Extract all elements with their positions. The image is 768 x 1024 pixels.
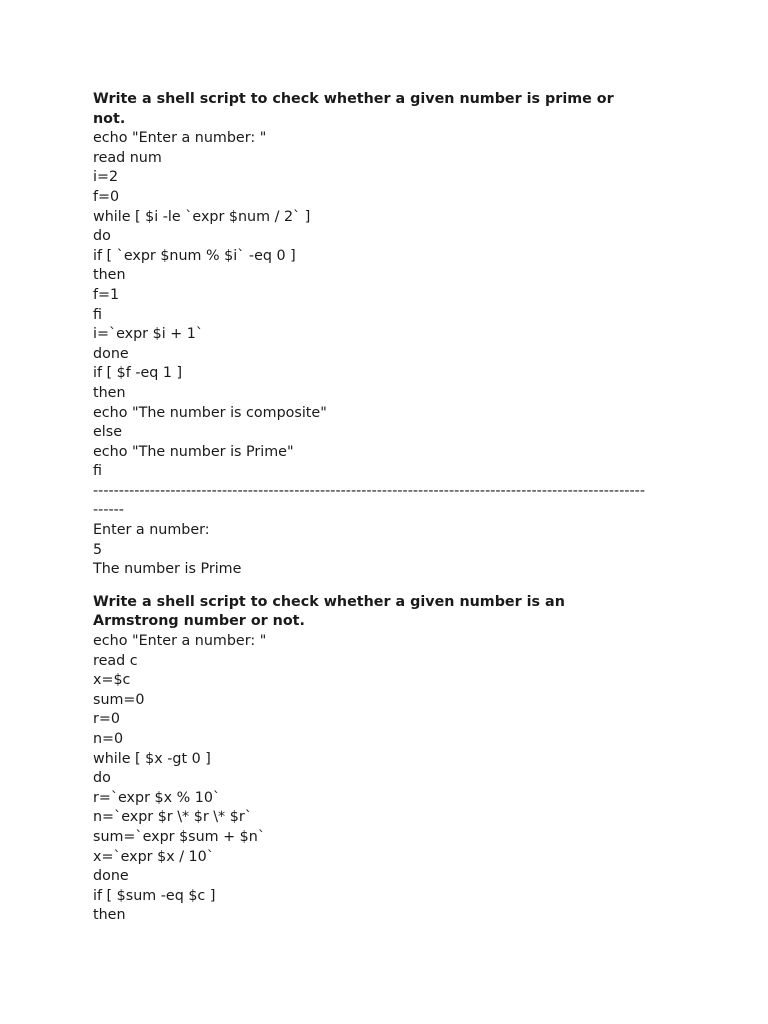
code-line: echo "Enter a number: " [93,633,267,650]
heading-line: not. [93,110,126,127]
code-line: do [93,228,111,245]
code-line: then [93,907,126,924]
code-line: do [93,770,111,787]
code-line: read num [93,149,162,166]
code-line: read c [93,652,138,669]
code-line: while [ $x -gt 0 ] [93,750,211,767]
code-line: echo "Enter a number: " [93,130,267,147]
code-line: r=0 [93,711,120,728]
section-prime [93,89,693,580]
separator-line: ----------------------------------------------------------------------------------------------------------- [93,482,646,499]
code-line: sum=`expr $sum + $n` [93,828,265,845]
heading-line: Armstrong number or not. [93,613,305,630]
code-line: x=`expr $x / 10` [93,848,214,865]
code-line: i=`expr $i + 1` [93,326,203,343]
code-line: n=0 [93,731,124,747]
code-line: i=2 [93,169,119,186]
section-armstrong [93,592,693,926]
code-block [93,632,693,926]
section-heading [93,89,693,129]
code-line: then [93,267,126,284]
separator-line: ------ [93,502,124,519]
code-line: sum=0 [93,691,145,708]
code-line: if [ $sum -eq $c ] [93,887,216,904]
code-line: echo "The number is Prime" [93,443,294,460]
section-gap [93,580,693,592]
output-line: 5 [93,541,103,558]
separator [93,482,693,521]
code-line: done [93,868,129,885]
section-heading [93,592,693,632]
code-line: f=1 [93,286,120,303]
code-line: while [ $i -le `expr $num / 2` ] [93,208,311,225]
code-line: if [ `expr $num % $i` -eq 0 ] [93,247,296,264]
heading-line: Write a shell script to check whether a given number is an [93,593,565,610]
code-line: then [93,384,126,401]
code-line: else [93,424,123,441]
output-block [93,521,693,580]
code-line: r=`expr $x % 10` [93,789,221,806]
code-line: fi [93,463,103,480]
code-line: echo "The number is composite" [93,404,327,421]
heading-line: Write a shell script to check whether a given number is prime or [93,91,614,107]
document-page [93,89,693,926]
code-block [93,129,693,482]
code-line: done [93,345,129,362]
code-line: fi [93,306,103,323]
output-line: The number is Prime [93,561,242,578]
code-line: n=`expr $r \* $r \* $r` [93,809,252,826]
code-line: if [ $f -eq 1 ] [93,365,183,382]
code-line: x=$c [93,672,131,689]
code-line: f=0 [93,188,120,205]
output-line: Enter a number: [93,522,210,539]
